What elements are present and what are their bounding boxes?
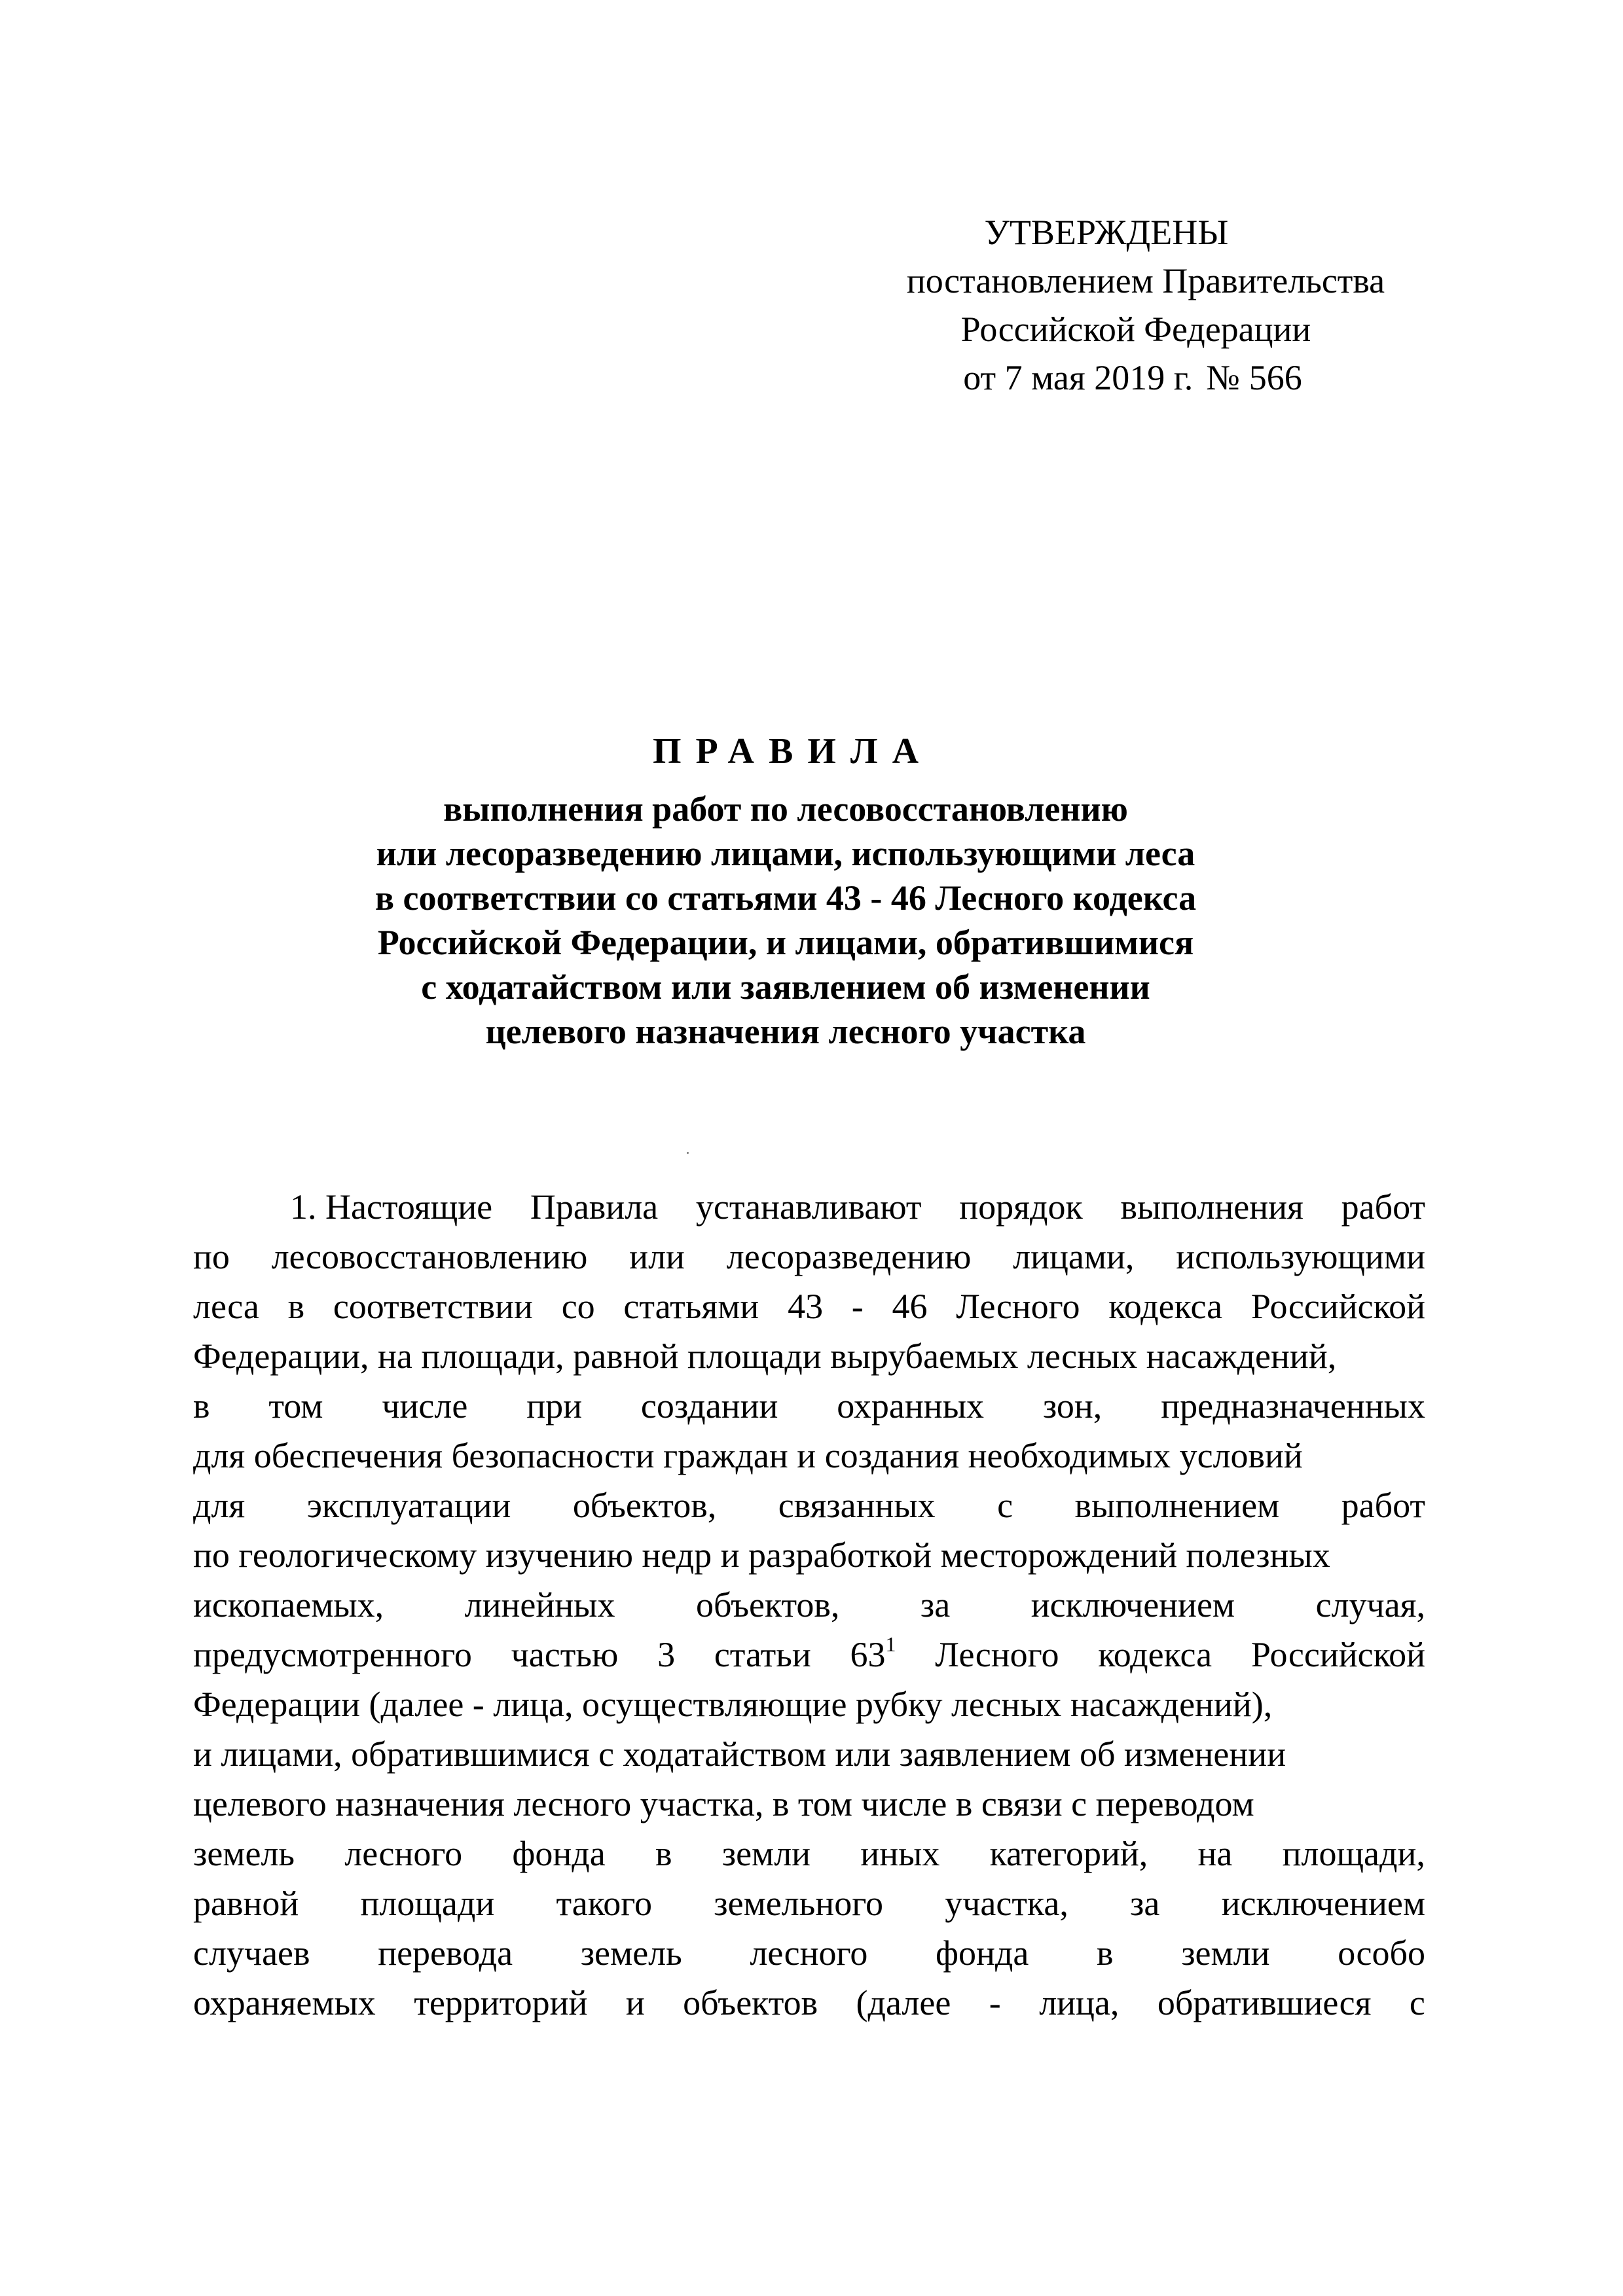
footnote-marker: 1 bbox=[885, 1632, 896, 1656]
approval-date-number bbox=[825, 353, 1440, 402]
body-line: для эксплуатации объектов, связанных с выполнением работ bbox=[193, 1486, 1425, 1525]
document-subtitle bbox=[262, 787, 1309, 1054]
document-title: ПРАВИЛА bbox=[652, 731, 934, 772]
body-line: 1. Настоящие Правила устанавливают порядок выполнения работ bbox=[290, 1187, 1425, 1227]
body-line: по лесовосстановлению или лесоразведению лицами, использующими bbox=[193, 1237, 1425, 1276]
body-line: предусмотренного частью 3 статьи 63$^1$ Лесного кодекса Российской bbox=[193, 1630, 1425, 1679]
body-line: в том числе при создании охранных зон, предназначенных bbox=[193, 1386, 1425, 1426]
approval-heading: УТВЕРЖДЕНЫ bbox=[984, 213, 1229, 252]
body-line: случаев перевода земель лесного фонда в земли особо bbox=[193, 1933, 1425, 1973]
document-title-block bbox=[262, 725, 1309, 1054]
approval-block bbox=[851, 208, 1440, 402]
body-line: земель лесного фонда в земли иных категорий, на площади, bbox=[193, 1834, 1425, 1873]
body-line: равной площади такого земельного участка, за исключением bbox=[193, 1884, 1425, 1923]
subtitle-line: с ходатайством или заявлением об изменении bbox=[421, 967, 1150, 1007]
body-line: ископаемых, линейных объектов, за исключением случая, bbox=[193, 1585, 1425, 1624]
body-line: и лицами, обратившимися с ходатайством или заявлением об изменении bbox=[193, 1734, 1286, 1774]
subtitle-line: или лесоразведению лицами, использующими леса bbox=[376, 834, 1195, 873]
article-63-ref: 63$^1$ bbox=[850, 1632, 896, 1674]
subtitle-line: выполнения работ по лесовосстановлению bbox=[443, 789, 1128, 829]
subtitle-line: Российской Федерации, и лицами, обратившимися bbox=[377, 923, 1194, 962]
body-line: Федерации, на площади, равной площади вырубаемых лесных насаждений, bbox=[193, 1336, 1337, 1376]
approval-resolution: постановлением Правительства bbox=[906, 261, 1385, 300]
body-line: Федерации (далее - лица, осуществляющие рубку лесных насаждений), bbox=[193, 1685, 1273, 1724]
approval-authority: Российской Федерации bbox=[960, 310, 1311, 349]
approval-number: 566 bbox=[1249, 358, 1302, 397]
approval-number-sign: № bbox=[1206, 358, 1240, 397]
approval-date: от 7 мая 2019 г. bbox=[963, 358, 1194, 397]
body-line: по геологическому изучению недр и разработкой месторождений полезных bbox=[193, 1535, 1330, 1575]
body-line: охраняемых территорий и объектов (далее - лица, обратившиеся с bbox=[193, 1983, 1425, 2022]
subtitle-line: целевого назначения лесного участка bbox=[485, 1012, 1086, 1051]
scan-dot-mark bbox=[687, 1152, 689, 1154]
body-line: целевого назначения лесного участка, в том числе в связи с переводом bbox=[193, 1784, 1254, 1823]
body-paragraph-1 bbox=[193, 1182, 1425, 2028]
body-line: для обеспечения безопасности граждан и создания необходимых условий bbox=[193, 1436, 1303, 1475]
body-line: леса в соответствии со статьями 43 - 46 Лесного кодекса Российской bbox=[193, 1287, 1425, 1326]
subtitle-line: в соответствии со статьями 43 - 46 Лесного кодекса bbox=[374, 878, 1197, 918]
